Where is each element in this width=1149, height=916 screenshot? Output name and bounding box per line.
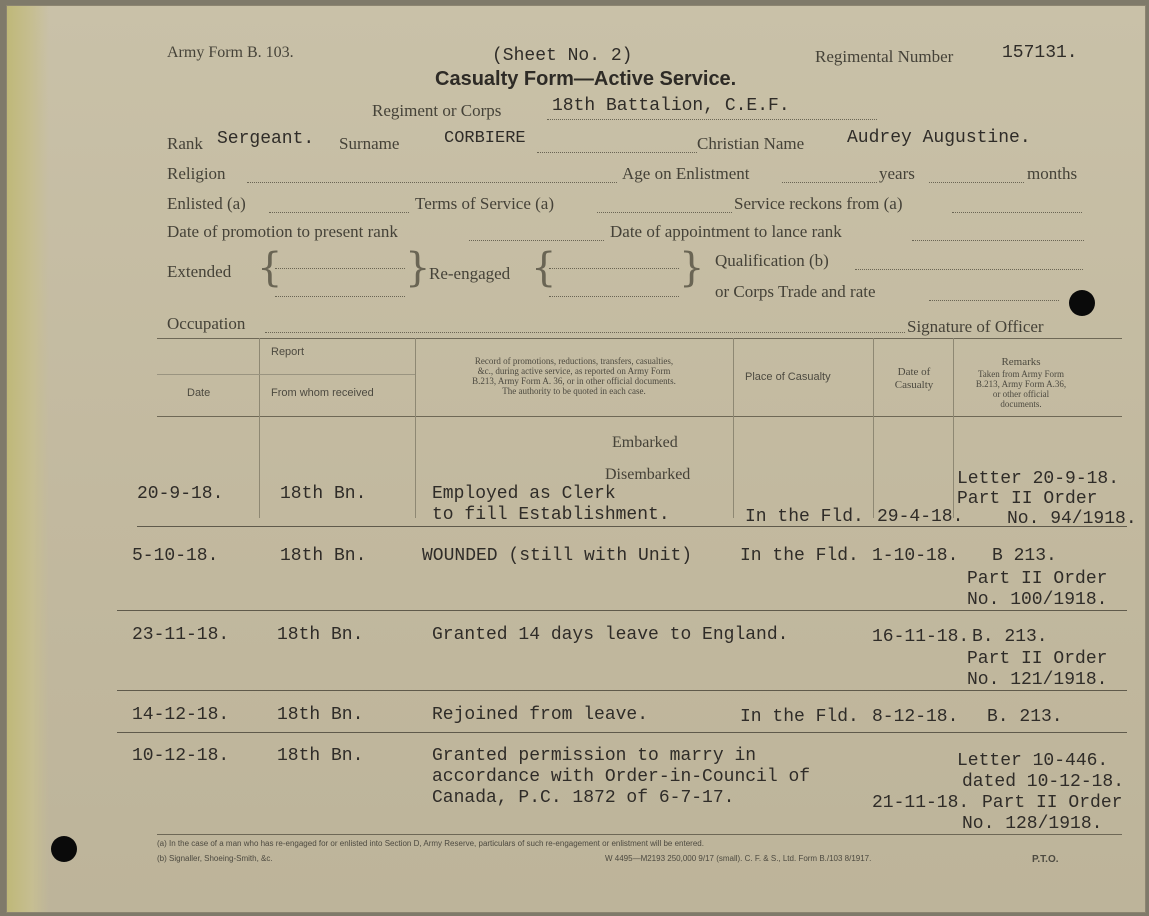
terms-label: Terms of Service (a): [415, 194, 554, 213]
rank-value: Sergeant.: [217, 129, 315, 149]
surname-value: CORBIERE: [444, 129, 526, 148]
entry4-date: 14-12-18.: [132, 705, 230, 725]
disembarked-label: Disembarked: [605, 466, 691, 483]
entry4-remarks-1: B. 213.: [987, 707, 1063, 727]
entry4-date-casualty: 8-12-18.: [872, 707, 959, 727]
appointment-label: Date of appointment to lance rank: [610, 222, 842, 241]
army-form-label: Army Form B. 103.: [167, 44, 294, 61]
entry2-remarks-1: B 213.: [992, 546, 1057, 566]
entry5-remarks-4: No. 128/1918.: [962, 814, 1103, 834]
entry5-record-3: Canada, P.C. 1872 of 6-7-17.: [432, 788, 735, 808]
entry4-record-1: Rejoined from leave.: [432, 705, 649, 725]
header-remarks-2: Taken from Army Form: [977, 369, 1065, 379]
footer-note-b: (b) Signaller, Shoeing-Smith, &c.: [157, 854, 273, 863]
brace-left-2: {: [531, 245, 557, 291]
entry1-remarks-2: Part II Order: [957, 489, 1098, 509]
entry1-record-1: Employed as Clerk: [432, 484, 616, 504]
header-place: Place of Casualty: [745, 371, 831, 383]
header-record-line1: Record of promotions, reductions, transfers, casualties,: [474, 356, 674, 366]
punch-hole-bottom: [51, 836, 77, 862]
rank-label: Rank: [167, 134, 203, 153]
entry3-date: 23-11-18.: [132, 625, 230, 645]
header-date: Date: [187, 387, 211, 399]
surname-label: Surname: [339, 134, 400, 153]
entry5-remarks-1: Letter 10-446.: [957, 751, 1109, 771]
corps-trade-label: or Corps Trade and rate: [715, 282, 876, 301]
entry1-place: In the Fld.: [745, 507, 864, 527]
entry1-remarks-1: Letter 20-9-18.: [957, 469, 1120, 489]
header-record-line4: The authority to be quoted in each case.: [502, 386, 646, 396]
reckons-label: Service reckons from (a): [734, 194, 903, 213]
header-remarks-3: B.213, Army Form A.36,: [975, 379, 1067, 389]
entry1-date-casualty: 29-4-18.: [877, 507, 964, 527]
reengaged-label: Re-engaged: [429, 264, 511, 283]
entry3-from: 18th Bn.: [277, 625, 364, 645]
entry5-remarks-2: dated 10-12-18.: [962, 772, 1125, 792]
punch-hole-top: [1069, 290, 1095, 316]
promotion-label: Date of promotion to present rank: [167, 222, 398, 241]
entry2-from: 18th Bn.: [280, 546, 367, 566]
regiment-label: Regiment or Corps: [372, 101, 502, 120]
entry2-remarks-2: Part II Order: [967, 569, 1108, 589]
sheet-number: (Sheet No. 2): [492, 46, 633, 66]
christian-name-label: Christian Name: [697, 134, 805, 153]
entry2-place: In the Fld.: [740, 546, 859, 566]
age-label: Age on Enlistment: [622, 164, 750, 183]
header-from-whom: From whom received: [271, 387, 374, 399]
footer-print-info: W 4495—M2193 250,000 9/17 (small). C. F. & S., Ltd. Form B./103 8/1917.: [605, 854, 872, 863]
entry1-record-2: to fill Establishment.: [432, 505, 670, 525]
signature-label: Signature of Officer: [907, 317, 1044, 336]
header-date-casualty: [877, 366, 951, 392]
header-remarks: [955, 356, 1087, 409]
entry2-date: 5-10-18.: [132, 546, 219, 566]
header-date-casualty-2: Casualty: [894, 379, 934, 391]
regimental-number-label: Regimental Number: [815, 47, 954, 66]
paper-stain: [7, 6, 49, 912]
months-label: months: [1027, 164, 1078, 183]
occupation-label: Occupation: [167, 314, 246, 333]
embarked-label: Embarked: [612, 434, 678, 451]
years-label: years: [879, 164, 915, 183]
religion-label: Religion: [167, 164, 226, 183]
regiment-value: 18th Battalion, C.E.F.: [552, 96, 790, 116]
enlisted-label: Enlisted (a): [167, 194, 246, 213]
header-remarks-4: or other official: [992, 389, 1050, 399]
entry5-date: 10-12-18.: [132, 746, 230, 766]
header-record-line3: B.213, Army Form A. 36, or in other official documents.: [472, 376, 676, 386]
entry5-from: 18th Bn.: [277, 746, 364, 766]
header-report: Report: [271, 346, 305, 358]
entry5-record-2: accordance with Order-in-Council of: [432, 767, 811, 787]
entry3-record-1: Granted 14 days leave to England.: [432, 625, 789, 645]
qualification-label: Qualification (b): [715, 251, 829, 270]
header-record-line2: &c., during active service, as reported on Army Form: [477, 366, 671, 376]
entry1-remarks-3: No. 94/1918.: [1007, 509, 1137, 529]
entry1-date: 20-9-18.: [137, 484, 224, 504]
footer-pto: P.T.O.: [1032, 854, 1059, 865]
header-record: [421, 356, 727, 396]
casualty-form-sheet: [6, 5, 1146, 913]
entry1-from: 18th Bn.: [280, 484, 367, 504]
entry4-from: 18th Bn.: [277, 705, 364, 725]
footer-note-a: (a) In the case of a man who has re-engaged for or enlisted into Section D, Army Reserve, particulars of such re-engagement or enlistment will be entered.: [157, 839, 704, 848]
entry5-record-1: Granted permission to marry in: [432, 746, 757, 766]
regimental-number-value: 157131.: [1002, 43, 1078, 63]
header-date-casualty-1: Date of: [897, 366, 931, 378]
brace-right-1: }: [405, 245, 431, 291]
entry5-date-casualty: 21-11-18.: [872, 793, 970, 813]
entry3-remarks-3: No. 121/1918.: [967, 670, 1108, 690]
header-remarks-5: documents.: [1000, 399, 1042, 409]
form-title: Casualty Form—Active Service.: [435, 68, 737, 90]
header-remarks-1: Remarks: [1001, 356, 1041, 368]
entry3-date-casualty: 16-11-18.: [872, 627, 970, 647]
entry4-place: In the Fld.: [740, 707, 859, 727]
brace-left-1: {: [257, 245, 283, 291]
christian-name-value: Audrey Augustine.: [847, 128, 1031, 148]
entry3-remarks-1: B. 213.: [972, 627, 1048, 647]
entry2-date-casualty: 1-10-18.: [872, 546, 959, 566]
entry2-remarks-3: No. 100/1918.: [967, 590, 1108, 610]
brace-right-2: }: [679, 245, 705, 291]
extended-label: Extended: [167, 262, 232, 281]
entry5-remarks-3: Part II Order: [982, 793, 1123, 813]
entry2-record-1: WOUNDED (still with Unit): [422, 546, 693, 566]
entry3-remarks-2: Part II Order: [967, 649, 1108, 669]
